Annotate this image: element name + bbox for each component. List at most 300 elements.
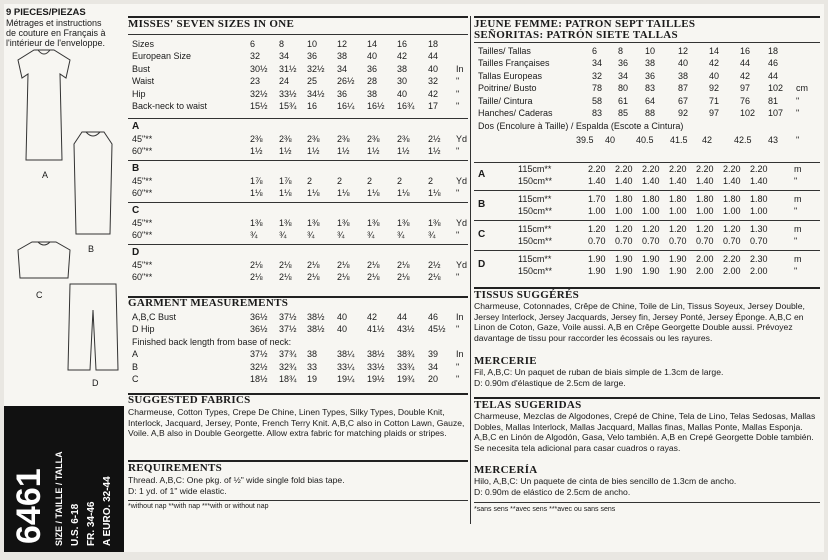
misses-yardage-row-value: ¾ (428, 230, 436, 240)
garment-row-value: 45½ (428, 324, 446, 335)
misses-size-row-value: 16½ (367, 101, 385, 111)
misses-yardage-row-value: 2⅜ (337, 134, 350, 144)
misses-yardage-row-label: 60"** (132, 188, 153, 198)
garment-row-value: 33 (307, 361, 318, 372)
jeune-size-row-value: 97 (740, 83, 751, 94)
garment-row-value: 46 (428, 312, 439, 322)
dos-value: 43 (768, 135, 779, 145)
jeune-yardage-row-label: 115cm** (518, 254, 552, 264)
jeune-yardage-row-value: 1.90 (615, 265, 633, 276)
jeune-yardage-row-value: 0.70 (669, 235, 687, 246)
jeune-yardage-row-value: 1.90 (615, 254, 633, 264)
jeune-size-row-value: 78 (592, 83, 603, 94)
misses-size-row-value: 30½ (250, 63, 268, 74)
jeune-yardage-row-value: 2.20 (615, 164, 633, 174)
misses-yardage-row-value: 2 (428, 176, 434, 186)
misses-yardage-row-value: 1½ (250, 146, 263, 156)
misses-yardage-row-value: 1⅛ (397, 188, 410, 198)
garment-row-value: 38 (307, 349, 318, 360)
jeune-yardage-view: B (478, 199, 486, 210)
jeune-yardage-row-value: 1.40 (696, 175, 714, 186)
jeune-size-row-value: 46 (768, 58, 779, 69)
jeune-yardage-row-value: 1.90 (588, 265, 606, 276)
jeune-yardage-row-value: 2.20 (696, 164, 714, 174)
misses-yardage-row-value: 1⅜ (337, 218, 350, 228)
misses-yardage-row-value: 2 (307, 176, 313, 186)
jeune-size-row-value: 16 (740, 46, 751, 56)
jeune-size-row-value: 34 (592, 58, 603, 69)
misses-size-row-value: 32½ (307, 63, 325, 74)
misses-yardage-row-label: 60"** (132, 230, 153, 240)
jeune-size-row-value: 71 (709, 95, 720, 106)
misses-yardage-row-value: 2⅛ (397, 272, 410, 282)
garment-row-value: 38¾ (397, 349, 415, 360)
dos-value: 40.5 (636, 135, 654, 145)
misses-yardage-row-value: 2⅛ (397, 260, 410, 270)
garment-row-value: 33½ (367, 361, 385, 372)
telas-header: TELAS SUGERIDAS (474, 399, 582, 411)
jeune-size-row-label: Taille/ Cintura (478, 95, 533, 106)
label-a: A (42, 170, 49, 180)
garment-row-value: 38½ (307, 312, 325, 322)
jeune-size-row-value: 42 (740, 70, 751, 81)
misses-yardage-row-value: ¾ (397, 230, 405, 240)
misses-yardage-row-value: 2½ (428, 134, 441, 144)
jeune-size-row-value: 38 (678, 70, 689, 81)
fr-note-2: de couture en Français à (6, 28, 106, 38)
pattern-envelope-back (4, 4, 824, 552)
jeune-yardage-row-value: 1.20 (723, 224, 741, 234)
misses-size-row-value: 38 (337, 51, 348, 62)
garment-row-value: 32¾ (279, 361, 297, 372)
jeune-yardage-row-value: 1.00 (750, 205, 768, 216)
misses-size-row-label: Sizes (132, 39, 155, 49)
misses-yardage-row-value: 2 (397, 176, 403, 186)
mercerie-line2: D: 0.90m d'élastique de 2.5cm de large. (474, 378, 626, 388)
mercerie-header: MERCERIE (474, 355, 537, 367)
misses-yardage-row-value: 2⅛ (250, 260, 263, 270)
jeune-size-row-value: 107 (768, 108, 784, 118)
jeune-yardage-row-value: 0.70 (723, 235, 741, 246)
jeune-size-row-value: 18 (768, 46, 779, 56)
size-euro: A EURO. 32-44 (102, 476, 113, 546)
jeune-yardage-row-value: 1.40 (615, 175, 633, 186)
jeune-yardage-row-unit: " (794, 235, 798, 246)
misses-yardage-row-value: ¾ (367, 230, 375, 240)
misses-yardage-row-label: 45"** (132, 218, 153, 228)
jeune-yardage-row-value: 2.20 (723, 254, 741, 264)
jeune-size-row-value: 12 (678, 46, 689, 56)
jeune-yardage-row-value: 1.90 (669, 254, 687, 264)
jeune-size-row-value: 6 (592, 46, 598, 56)
misses-header: MISSES' SEVEN SIZES IN ONE (128, 18, 295, 30)
misses-yardage-row-unit: " (456, 230, 460, 240)
misses-yardage-row-value: 2⅛ (279, 260, 292, 270)
jeune-yardage-row-value: 1.70 (588, 194, 606, 204)
jeune-size-row-label: Tailles Françaises (478, 58, 550, 69)
jeune-yardage-row-label: 115cm** (518, 164, 552, 174)
pieces-count: 9 PIECES/PIEZAS (6, 7, 86, 18)
misses-size-row-value: 38 (397, 63, 408, 74)
jeune-yardage-row-label: 150cm** (518, 235, 553, 246)
garment-row-unit: " (456, 361, 460, 372)
dos-value: 39.5 (576, 135, 594, 145)
tissus-text: Charmeuse, Cotonnades, Crêpe de Chine, Toile de Lin, Tissus Soyeux, Jersey Double, Jersey Interlock, Jersey Jacquards, Jersey fin, Jersey Ponté, Jersey Éponge. A,B,C en Linon de Coton, Gaze, Voile aussi. A,B en Crêpe Georgette Double aussi. Prévoyez davantage de tissu pour raccorder les écossais ou les rayures. (474, 301, 805, 343)
misses-yardage-row-value: 2⅜ (397, 134, 410, 144)
misses-yardage-row-label: 60"** (132, 272, 153, 282)
misses-size-row-label: Bust (132, 63, 151, 74)
misses-yardage-row-value: 2⅜ (250, 134, 263, 144)
jeune-yardage-row-value: 1.00 (696, 205, 714, 216)
jeune-size-row-value: 92 (709, 83, 720, 94)
misses-size-row-value: 23 (250, 76, 261, 87)
misses-yardage-row-value: 2⅛ (337, 260, 350, 270)
garment-b-sketch (68, 130, 118, 238)
jeune-yardage-row-value: 1.80 (642, 194, 660, 204)
misses-size-row-value: 10 (307, 39, 318, 49)
garment-row-value: 19¾ (397, 374, 415, 384)
jeune-yardage-row-value: 2.20 (588, 164, 606, 174)
jeune-yardage-row-value: 2.00 (750, 265, 768, 276)
fr-note-1: Métrages et instructions (6, 18, 102, 28)
misses-size-row-value: 14 (367, 39, 378, 49)
jeune-yardage-row-value: 2.00 (723, 265, 741, 276)
jeune-yardage-row-value: 1.80 (750, 194, 768, 204)
jeune-yardage-row-unit: m (794, 164, 802, 174)
jeune-size-row-value: 36 (645, 70, 656, 81)
jeune-yardage-row-value: 2.20 (750, 164, 768, 174)
misses-size-row-value: 28 (367, 76, 378, 87)
requirements-header: REQUIREMENTS (128, 462, 223, 474)
misses-size-row-value: 36 (367, 63, 378, 74)
misses-yardage-row-value: 2⅛ (367, 272, 380, 282)
jeune-size-row-value: 34 (618, 70, 629, 81)
garment-row-unit: In (456, 312, 464, 322)
misses-yardage-row-value: 2⅛ (279, 272, 292, 282)
misses-size-row-value: 34½ (307, 88, 325, 99)
misses-yardage-row-value: 2⅛ (307, 272, 320, 282)
misses-yardage-row-value: 1⅜ (428, 218, 441, 228)
jeune-yardage-row-value: 1.40 (642, 175, 660, 186)
jeune-yardage-row-value: 2.00 (696, 254, 714, 264)
misses-size-row-value: 17 (428, 101, 439, 111)
jeune-yardage-row-label: 150cm** (518, 205, 553, 216)
garment-row-value: 33¾ (397, 361, 415, 372)
misses-yardage-row-value: 1⅛ (250, 188, 263, 198)
jeune-yardage-row-value: 1.20 (615, 224, 633, 234)
misses-yardage-row-value: 2⅛ (428, 272, 441, 282)
jeune-yardage-row-value: 0.70 (696, 235, 714, 246)
garment-row-label: B (132, 361, 139, 372)
jeune-yardage-row-value: 0.70 (588, 235, 606, 246)
misses-yardage-row-value: 2⅛ (307, 260, 320, 270)
pattern-number: 6461 (10, 468, 48, 544)
misses-size-row-value: 33½ (279, 88, 297, 99)
misses-size-row-label: European Size (132, 51, 192, 62)
jeune-size-row-unit: cm (796, 83, 808, 94)
garment-row-value: 39 (428, 349, 439, 360)
garment-row-value: 41½ (367, 324, 385, 335)
misses-yardage-row-value: 1⅜ (279, 218, 292, 228)
misses-size-row-value: 25 (307, 76, 318, 87)
jeune-yardage-row-value: 1.80 (669, 194, 687, 204)
misses-size-row-value: 26½ (337, 76, 355, 87)
jeune-yardage-row-value: 1.40 (750, 175, 768, 186)
misses-size-row-value: 40 (367, 51, 378, 62)
requirements-thread: Thread. A,B,C: One pkg. of ½" wide single fold bias tape. (128, 475, 345, 485)
jeune-yardage-row-value: 1.40 (588, 175, 606, 186)
misses-size-row-value: 16¾ (397, 101, 415, 111)
misses-size-row-value: 15½ (250, 101, 268, 111)
misses-yardage-row-label: 45"** (132, 176, 153, 186)
misses-yardage-row-value: ¾ (337, 230, 345, 240)
misses-yardage-row-unit: Yd (456, 260, 468, 270)
misses-yardage-row-unit: Yd (456, 134, 468, 144)
dos-value: 41.5 (670, 135, 688, 145)
misses-size-row-value: 36 (307, 51, 318, 62)
misses-yardage-row-value: ¾ (279, 230, 287, 240)
jeune-yardage-row-value: 1.00 (642, 205, 660, 216)
jeune-size-row-value: 36 (618, 58, 629, 69)
suggested-fabrics-text: Charmeuse, Cotton Types, Crepe De Chine, Linen Types, Silky Types, Double Knit, Interlock, Jacquard, Jersey, Ponte, French Terry Knit. A,B,C also in Cotton Lawn, Gauze, Voile. A,B also in Double Georgette. Allow extra fabric for matching plaids or stripes. (128, 407, 465, 439)
garment-row-value: 19½ (367, 374, 385, 384)
jeune-yardage-view: C (478, 229, 486, 240)
garment-d-sketch (66, 280, 120, 374)
misses-size-row-value: 42 (428, 88, 439, 99)
jeune-size-row-value: 80 (618, 83, 629, 94)
jeune-yardage-view: D (478, 259, 486, 270)
misses-yardage-row-value: 2½ (428, 260, 441, 270)
misses-yardage-row-value: 1⅜ (307, 218, 320, 228)
misses-yardage-row-value: 1⅜ (367, 218, 380, 228)
jeune-yardage-row-label: 150cm** (518, 175, 553, 186)
misses-size-row-value: 36 (337, 88, 348, 99)
fr-note-3: l'intérieur de l'enveloppe. (6, 38, 105, 48)
jeune-yardage-row-value: 1.20 (642, 224, 660, 234)
garment-row-unit: " (456, 374, 460, 384)
merceria-line2: D: 0.90m de elástico de 2.5cm de ancho. (474, 487, 631, 497)
jeune-yardage-row-value: 1.00 (615, 205, 633, 216)
jeune-yardage-row-label: 115cm** (518, 224, 552, 234)
garment-row-value: 38½ (367, 349, 385, 360)
misses-yardage-row-value: 2⅜ (307, 134, 320, 144)
merceria-line1: Hilo, A,B,C: Un paquete de cinta de bies sencillo de 1.3cm de ancho. (474, 476, 737, 486)
jeune-size-row-value: 102 (740, 108, 756, 118)
misses-size-row-value: 42 (397, 51, 408, 62)
garment-row-value: 43½ (397, 324, 415, 335)
misses-yardage-row-value: 1½ (337, 146, 350, 156)
senoritas-header: SEÑORITAS: PATRÓN SIETE TALLAS (474, 29, 678, 41)
jeune-size-row-label: Tallas Europeas (478, 70, 543, 81)
jeune-size-row-value: 97 (709, 108, 720, 118)
jeune-yardage-row-value: 1.40 (669, 175, 687, 186)
jeune-size-row-value: 40 (678, 58, 689, 69)
jeune-yardage-row-value: 1.20 (696, 224, 714, 234)
garment-row-value: 37¾ (279, 349, 297, 360)
pieces-header (6, 8, 124, 48)
misses-yardage-row-value: 1½ (397, 146, 410, 156)
misses-size-row-value: 34 (279, 51, 290, 62)
jeune-size-row-value: 64 (645, 95, 656, 106)
garment-row-value: 33¼ (337, 361, 355, 372)
misses-size-row-label: Back-neck to waist (132, 101, 208, 111)
misses-size-row-value: 16¼ (337, 101, 355, 111)
garment-row-value: 34 (428, 361, 439, 372)
size-label: SIZE / TAILLE / TALLA (54, 451, 64, 546)
jeune-yardage-row-unit: m (794, 254, 802, 264)
garment-row-value: 44 (397, 312, 408, 322)
jeune-yardage-row-unit: m (794, 194, 802, 204)
jeune-size-row-label: Hanches/ Caderas (478, 108, 553, 118)
label-d: D (92, 378, 99, 388)
misses-footnote: *without nap **with nap ***with or without nap (128, 503, 269, 510)
jeune-size-row-value: 14 (709, 46, 720, 56)
jeune-yardage-row-value: 0.70 (615, 235, 633, 246)
jeune-size-row-value: 81 (768, 95, 779, 106)
label-c: C (36, 290, 43, 300)
jeune-yardage-row-value: 1.90 (642, 265, 660, 276)
misses-size-row-value: 16 (397, 39, 408, 49)
dos-label: Dos (Encolure à Taille) / Espalda (Escote a Cintura) (478, 121, 684, 131)
jeune-size-row-value: 32 (592, 70, 603, 81)
garment-row-unit: " (456, 324, 460, 335)
jeune-yardage-row-value: 1.20 (669, 224, 687, 234)
telas-text: Charmeuse, Mezclas de Algodones, Crepé de Chine, Tela de Lino, Telas Sedosas, Mallas Dobles, Mallas Interlock, Mallas Jacquard, Mallas finas, Mallas Ponte, Mallas Esponja. A,B,C en Linón de Algodón, Gasa, Velo también. A,B en Crepé Georgette Doble también. Se necesita tela adicional para casar cuadros o rayas. (474, 411, 816, 453)
jeune-size-row-value: 58 (592, 95, 603, 106)
misses-yardage-row-value: ¾ (250, 230, 258, 240)
jeune-size-row-value: 88 (645, 108, 656, 118)
misses-size-row-unit: " (456, 101, 460, 111)
garment-row-value: 40 (337, 324, 348, 335)
misses-yardage-row-unit: " (456, 146, 460, 156)
jeune-size-row-value: 87 (678, 83, 689, 94)
garment-row-value: 19¼ (337, 374, 355, 384)
garment-measurements-header: GARMENT MEASUREMENTS (128, 297, 289, 309)
jeune-size-row-value: 83 (645, 83, 656, 94)
misses-size-row-label: Waist (132, 76, 155, 87)
jeune-yardage-row-value: 1.80 (723, 194, 741, 204)
misses-yardage-row-label: 60"** (132, 146, 153, 156)
jeune-yardage-row-value: 1.30 (750, 224, 768, 234)
yardage-view-label: A (132, 121, 140, 132)
jeune-yardage-row-value: 2.20 (723, 164, 741, 174)
dos-unit: " (796, 135, 800, 145)
jeune-yardage-row-value: 0.70 (642, 235, 660, 246)
dos-value: 42.5 (734, 135, 752, 145)
misses-yardage-row-unit: Yd (456, 176, 468, 186)
jeune-yardage-row-value: 1.00 (723, 205, 741, 216)
misses-yardage-row-value: 1⅞ (250, 176, 263, 186)
misses-yardage-row-unit: " (456, 188, 460, 198)
garment-row-value: 20 (428, 374, 439, 384)
garment-a-sketch (12, 48, 76, 164)
misses-yardage-row-value: 1½ (279, 146, 292, 156)
misses-size-row-value: 12 (337, 39, 348, 49)
jeune-yardage-row-label: 115cm** (518, 194, 552, 204)
misses-size-row-value: 44 (428, 51, 439, 62)
dos-value: 42 (702, 135, 713, 145)
merceria-header: MERCERÍA (474, 464, 538, 476)
misses-yardage-row-value: 2⅜ (279, 134, 292, 144)
pattern-number-box (4, 406, 124, 552)
jeune-yardage-row-value: 2.00 (696, 265, 714, 276)
misses-size-row-value: 32½ (250, 88, 268, 99)
jeune-header: JEUNE FEMME: PATRON SEPT TAILLES (474, 18, 696, 30)
jeune-yardage-row-value: 1.90 (669, 265, 687, 276)
misses-size-row-value: 16 (307, 101, 318, 111)
dos-value: 40 (605, 135, 616, 145)
jeune-yardage-row-value: 1.40 (723, 175, 741, 186)
garment-row-label: D Hip (132, 324, 155, 335)
misses-size-row-label: Hip (132, 88, 146, 99)
misses-yardage-row-value: 1½ (367, 146, 380, 156)
garment-row-value: 32½ (250, 361, 268, 372)
jeune-yardage-row-label: 150cm** (518, 265, 553, 276)
garment-row-unit: In (456, 349, 464, 360)
jeune-size-row-value: 102 (768, 83, 784, 94)
requirements-d: D: 1 yd. of 1" wide elastic. (128, 486, 227, 496)
misses-yardage-row-value: 1⅜ (397, 218, 410, 228)
jeune-size-row-value: 42 (709, 58, 720, 69)
jeune-yardage-row-unit: " (794, 205, 798, 216)
misses-size-row-value: 30 (397, 76, 408, 87)
misses-yardage-row-label: 45"** (132, 260, 153, 270)
jeune-size-row-value: 85 (618, 108, 629, 118)
jeune-size-row-value: 76 (740, 95, 751, 106)
misses-size-row-value: 6 (250, 39, 256, 49)
jeune-yardage-row-unit: m (794, 224, 802, 234)
jeune-size-row-value: 44 (740, 58, 751, 69)
jeune-yardage-row-value: 2.20 (669, 164, 687, 174)
garment-row-value: 18½ (250, 374, 268, 384)
jeune-size-row-unit: " (796, 95, 800, 106)
misses-yardage-row-value: 1⅛ (307, 188, 320, 198)
jeune-yardage-row-unit: " (794, 175, 798, 186)
garment-row-label: A,B,C Bust (132, 312, 177, 322)
jeune-yardage-row-value: 2.20 (642, 164, 660, 174)
misses-size-row-value: 32 (250, 51, 261, 62)
misses-yardage-row-value: 2⅛ (337, 272, 350, 282)
misses-size-row-value: 31½ (279, 63, 297, 74)
misses-size-row-value: 24 (279, 76, 290, 87)
misses-yardage-row-value: 2⅜ (367, 134, 380, 144)
misses-size-row-unit: In (456, 63, 464, 74)
misses-yardage-row-value: 1⅛ (279, 188, 292, 198)
suggested-fabrics-header: SUGGESTED FABRICS (128, 394, 251, 406)
tissus-header: TISSUS SUGGÉRÉS (474, 289, 580, 301)
garment-row-value: 36½ (250, 324, 268, 335)
misses-yardage-row-value: 1⅛ (428, 188, 441, 198)
misses-yardage-row-unit: " (456, 272, 460, 282)
misses-yardage-row-value: 1⅛ (367, 188, 380, 198)
misses-size-row-value: 40 (397, 88, 408, 99)
misses-size-row-unit: " (456, 76, 460, 87)
jeune-size-row-value: 38 (645, 58, 656, 69)
garment-row-value: 37½ (279, 312, 297, 322)
misses-size-row-value: 8 (279, 39, 285, 49)
jeune-size-row-value: 67 (678, 95, 689, 106)
jeune-yardage-row-value: 1.00 (669, 205, 687, 216)
misses-yardage-row-value: 1½ (428, 146, 441, 156)
misses-yardage-row-value: 2⅛ (367, 260, 380, 270)
jeune-size-row-value: 8 (618, 46, 624, 56)
mercerie-line1: Fil, A,B,C: Un paquet de ruban de biais simple de 1.3cm de large. (474, 367, 724, 377)
jeune-size-row-value: 92 (678, 108, 689, 118)
misses-size-row-value: 18 (428, 39, 439, 49)
misses-size-row-value: 34 (337, 63, 348, 74)
garment-row-value: 38½ (307, 324, 325, 335)
misses-yardage-row-value: 2⅛ (250, 272, 263, 282)
